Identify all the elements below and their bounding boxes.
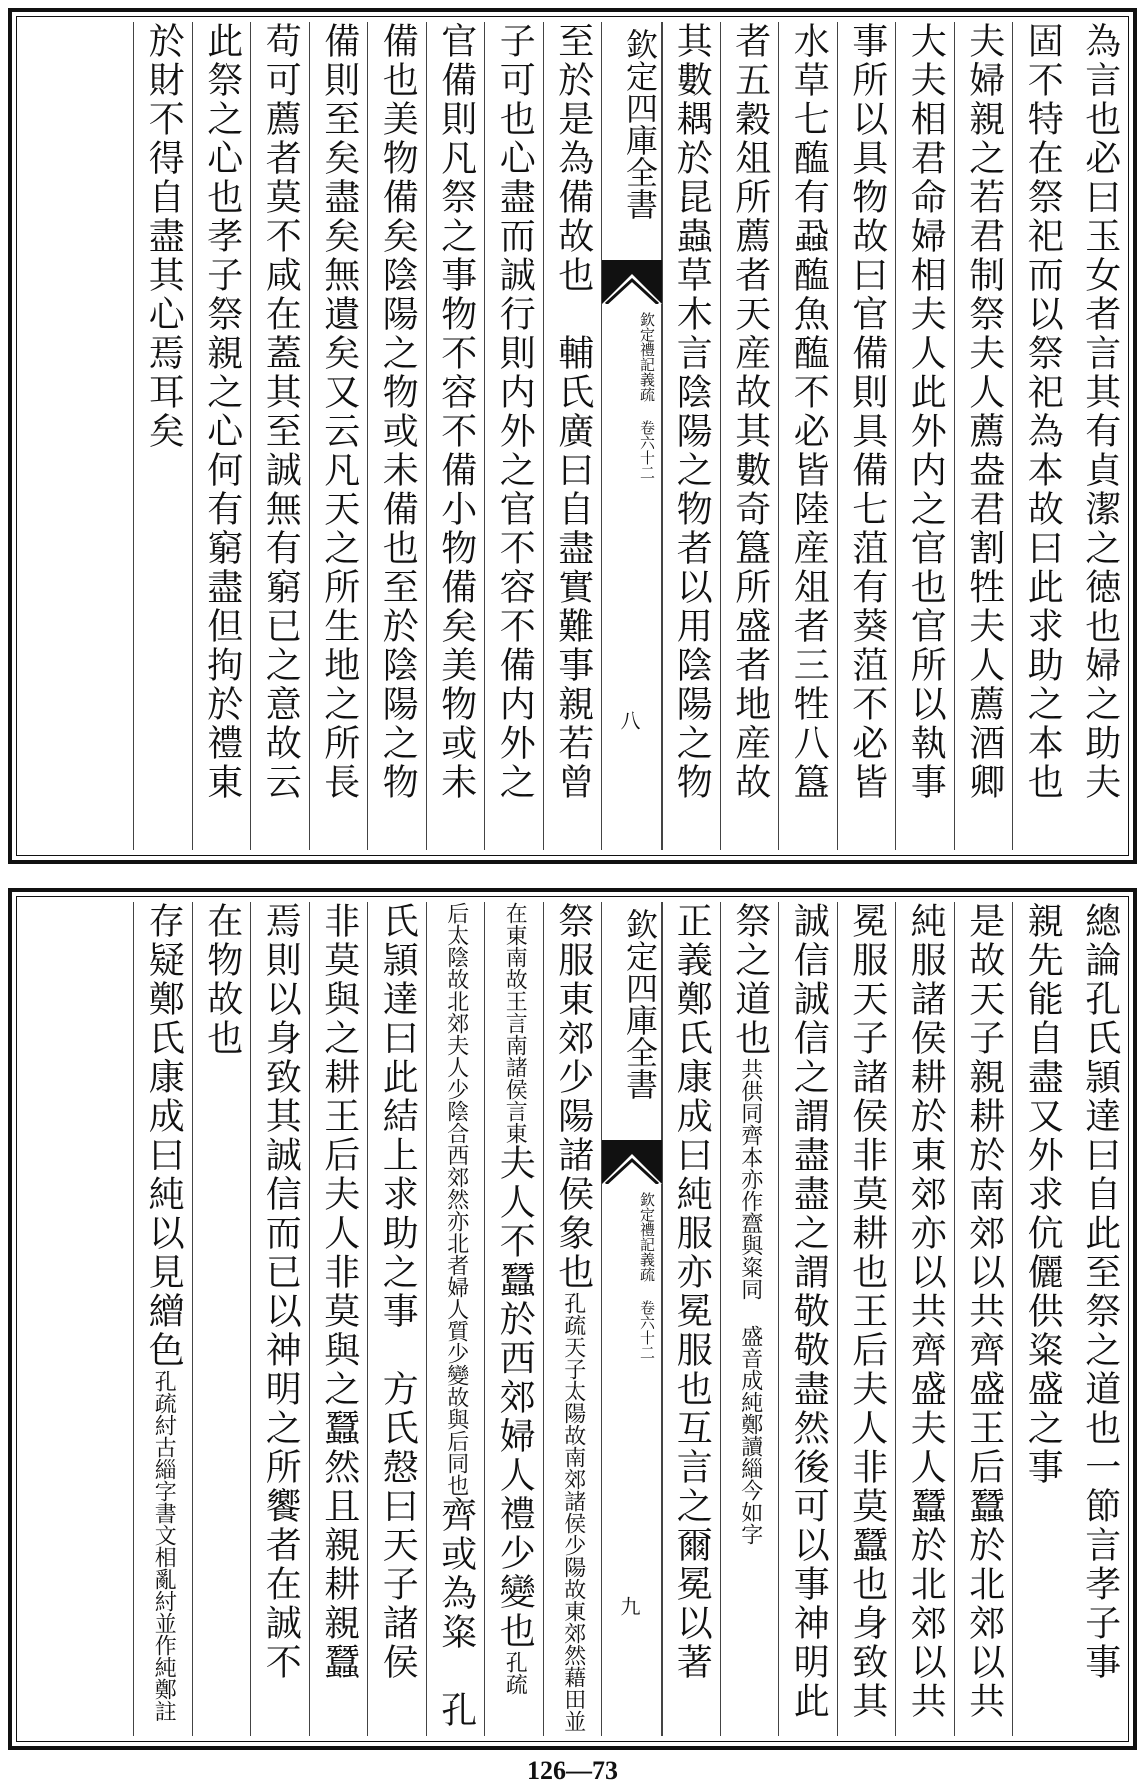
text-column [661, 902, 721, 1736]
text-column: 固不特在祭祀而以祭祀為本故曰此求助之本也 [1012, 22, 1072, 850]
main-text: 純服諸侯耕於東郊亦以共齊盛夫人蠶於北郊以共 [905, 902, 947, 1721]
lower-page-book-title: 欽定四庫全書 [621, 908, 659, 1100]
upper-page-center-strip [601, 22, 663, 850]
main-text: 是故天子親耕於南郊以共齊盛王后蠶於北郊以共 [963, 902, 1005, 1721]
upper-page-number: 八 [617, 710, 641, 730]
text-column [133, 902, 193, 1736]
text-column: 其數耦於昆蟲草木言陰陽之物者以用陰陽之物 [661, 22, 721, 850]
text-column [954, 902, 1014, 1736]
text-column: 官備則凡祭之事物不容不備小物備矣美物或未 [426, 22, 486, 850]
main-text: 齊或為粢 孔 [435, 1496, 477, 1730]
fish-tail-ornament-icon [602, 260, 662, 304]
text-column [250, 902, 310, 1736]
text-column: 水草七醢有蝨醢魚醢不必皆陸産俎者三牲八簋 [778, 22, 838, 850]
lower-page-center-strip [601, 902, 663, 1736]
commentary-note: 孔疏天子太陽故南郊諸侯少陽故東郊然藉田並 [560, 1292, 586, 1732]
main-text: 冕服天子諸侯非莫耕也王后夫人非莫蠶也身致其 [846, 902, 888, 1721]
commentary-note: 孔疏 [502, 1651, 528, 1695]
main-text: 總論孔氏頴達曰自此至祭之道也一節言孝子事 [1079, 902, 1121, 1682]
text-column [309, 902, 369, 1736]
text-column: 於財不得自盡其心焉耳矣 [133, 22, 193, 850]
lower-page-number: 九 [617, 1596, 641, 1616]
text-column [367, 902, 427, 1736]
main-text: 祭服東郊少陽諸侯象也 [552, 902, 594, 1292]
main-text: 存疑鄭氏康成曰純以見繒色 [143, 902, 185, 1370]
text-column: 備則至矣盡矣無遺矣又云凡天之所生地之所長 [309, 22, 369, 850]
lower-page [8, 888, 1137, 1750]
text-column: 事所以具物故曰官備則具備七菹有葵菹不必皆 [837, 22, 897, 850]
text-column: 備也美物備矣陰陽之物或未備也至於陰陽之物 [367, 22, 427, 850]
text-column: 至於是為備故也 輔氏廣曰自盡實難事親若曾 [543, 22, 603, 850]
text-column [1012, 902, 1072, 1736]
commentary-note: 共供同齊本亦作齍與粢同 盛音成純鄭讀緇今如字 [737, 1058, 763, 1545]
text-column [484, 902, 544, 1736]
main-text: 焉則以身致其誠信而已以神明之所饗者在誠不 [260, 902, 302, 1682]
text-column [895, 902, 955, 1736]
text-column [192, 902, 252, 1736]
text-column [778, 902, 838, 1736]
commentary-note: 孔疏紂古緇字書文相亂紂並作純鄭註 [151, 1370, 177, 1722]
main-text: 誠信誠信之謂盡盡之謂敬敬盡然後可以事神明此 [788, 902, 830, 1721]
page-footer-number: 126—73 [527, 1756, 618, 1785]
text-column [426, 902, 486, 1736]
text-column: 大夫相君命婦相夫人此外内之官也官所以執事 [895, 22, 955, 850]
upper-page [8, 8, 1137, 864]
upper-page-book-title: 欽定四庫全書 [621, 28, 659, 220]
text-column [720, 902, 780, 1736]
text-column: 苟可薦者莫不咸在蓋其至誠無有窮已之意故云 [250, 22, 310, 850]
main-text: 非莫與之耕王后夫人非莫與之蠶然且親耕親蠶 [318, 902, 360, 1682]
text-column [543, 902, 603, 1736]
lower-page-volume-label: 欽定禮記義疏 卷六十二 [638, 1192, 656, 1360]
fish-tail-ornament-icon [602, 1140, 662, 1184]
text-column [1071, 902, 1130, 1736]
text-column: 子可也心盡而誠行則内外之官不容不備内外之 [484, 22, 544, 850]
main-text: 在物故也 [201, 902, 243, 1058]
main-text: 親先能自盡又外求伉儷供粢盛之事 [1022, 902, 1064, 1487]
upper-page-volume-label: 欽定禮記義疏 卷六十二 [638, 312, 656, 480]
main-text: 祭之道也 [729, 902, 771, 1058]
text-column: 者五穀俎所薦者天産故其數奇簋所盛者地産故 [720, 22, 780, 850]
text-column: 夫婦親之若君制祭夫人薦盎君割牲夫人薦酒卿 [954, 22, 1014, 850]
commentary-note: 在東南故王言南諸侯言東 [502, 902, 528, 1144]
main-text: 夫人不蠶於西郊婦人禮少變也 [494, 1144, 536, 1651]
text-column [837, 902, 897, 1736]
main-text: 正義鄭氏康成曰純服亦冕服也互言之爾冕以著 [671, 902, 713, 1682]
main-text: 氏頴達曰此結上求助之事 方氏慤曰天子諸侯 [377, 902, 419, 1682]
text-column: 為言也必曰玉女者言其有貞潔之徳也婦之助夫 [1079, 22, 1121, 802]
commentary-note: 后太陰故北郊夫人少陰合西郊然亦北者婦人質少變故與后同也 [443, 902, 469, 1496]
text-column: 此祭之心也孝子祭親之心何有窮盡但拘於禮東 [192, 22, 252, 850]
